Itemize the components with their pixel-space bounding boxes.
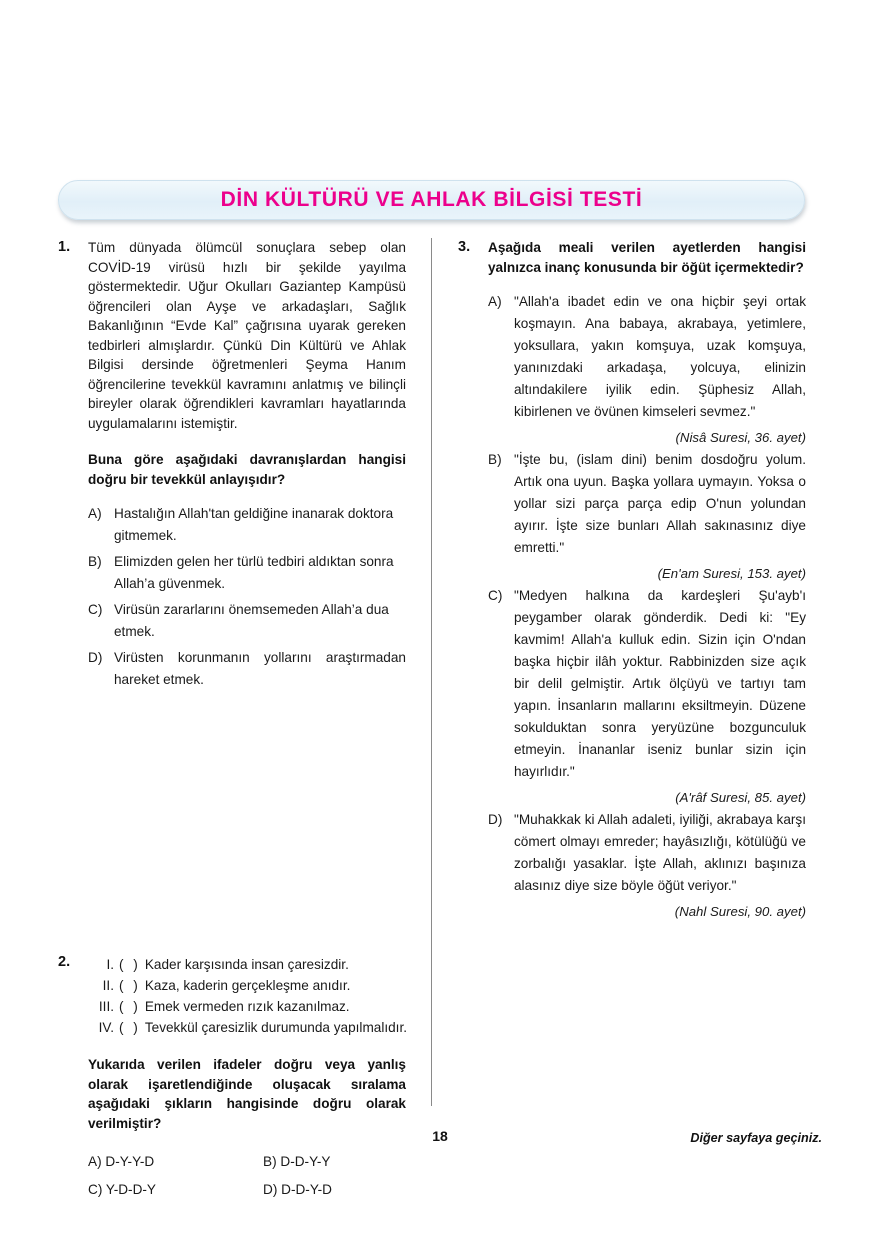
option-b[interactable]	[263, 1151, 438, 1173]
statement-list	[88, 954, 406, 1038]
option-letter: A)	[88, 506, 102, 521]
option-text: Virüsün zararlarını önemsemeden Allah’a dua etmek.	[114, 602, 389, 639]
option-letter: B)	[88, 554, 102, 569]
statement-text: Kaza, kaderin gerçekleşme anıdır.	[144, 978, 351, 993]
option-text: "Muhakkak ki Allah adaleti, iyiliği, akrabaya karşı cömert olmayı emreder; hayâsızlığı, kötülüğü ve zorbalığı yasaklar. İşte Allah, aklınızı başınıza alasınız diye size böyle öğüt veriyor."	[514, 812, 806, 893]
option-c[interactable]	[488, 585, 806, 783]
statement-text: Kader karşısında insan çaresizdir.	[144, 957, 349, 972]
right-column	[458, 238, 806, 923]
option-citation: (Nisâ Suresi, 36. ayet)	[675, 430, 806, 445]
test-title: DİN KÜLTÜRÜ VE AHLAK BİLGİSİ TESTİ	[220, 188, 643, 211]
left-column	[58, 238, 406, 1201]
question-number: 3.	[458, 239, 471, 255]
option-citation: (Nahl Suresi, 90. ayet)	[674, 904, 806, 919]
question-1	[58, 238, 406, 695]
option-a[interactable]	[88, 1151, 263, 1173]
answer-options	[88, 503, 406, 691]
option-text: Elimizden gelen her türlü tedbiri aldıktan sonra Allah’a güvenmek.	[114, 554, 394, 591]
option-letter: D)	[263, 1182, 278, 1197]
statement-numeral: IV.	[98, 1020, 114, 1035]
question-prompt: Aşağıda meali verilen ayetlerden hangisi yalnızca inanç konusunda bir öğüt içermektedir?	[488, 240, 806, 275]
option-d[interactable]	[263, 1179, 438, 1201]
option-text: D-D-Y-Y	[280, 1154, 331, 1169]
answer-options	[88, 1151, 406, 1201]
option-b[interactable]	[88, 551, 406, 595]
statement-item	[88, 954, 406, 975]
option-a[interactable]	[488, 291, 806, 423]
statement-numeral: II.	[102, 978, 114, 993]
option-b[interactable]	[488, 449, 806, 559]
option-text: "Allah'a ibadet edin ve ona hiçbir şeyi ortak koşmayın. Ana babaya, akrabaya, yetimlere, yoksullara, yakın komşuya, uzak komşuya, yanınızdaki arkadaşa, yolcuya, elinizin altındakilere iyilik edin. Şüphesiz Allah, kibirlenen ve övünen kimseleri sevmez."	[514, 294, 806, 419]
option-text: D-D-Y-D	[281, 1182, 332, 1197]
statement-text: Emek vermeden rızık kazanılmaz.	[144, 999, 350, 1014]
option-text: "İşte bu, (islam dini) benim dosdoğru yolum. Artık ona uyun. Başka yollara uymayın. Yoksa o yollar sizi parça parça edip O'nun yolundan ayırır. İşte size bunları Allah sakınasınız diye emretti."	[514, 452, 806, 555]
question-number: 2.	[58, 954, 71, 970]
option-letter: A)	[88, 1154, 102, 1169]
option-citation: (A'râf Suresi, 85. ayet)	[675, 790, 806, 805]
column-divider	[431, 238, 432, 1106]
statement-blank[interactable]: ( )	[119, 999, 141, 1014]
test-title-banner	[58, 180, 805, 220]
statement-item	[88, 1017, 406, 1038]
statement-numeral: III.	[98, 999, 114, 1014]
question-3	[458, 238, 806, 923]
question-body	[88, 953, 406, 1201]
option-d[interactable]	[88, 647, 406, 691]
option-letter: A)	[488, 294, 502, 309]
option-text: D-Y-Y-D	[105, 1154, 155, 1169]
statement-text: Tevekkül çaresizlik durumunda yapılmalıdır.	[144, 1020, 408, 1035]
option-letter: C)	[88, 1182, 103, 1197]
option-c[interactable]	[88, 1179, 263, 1201]
option-citation: (En'am Suresi, 153. ayet)	[657, 566, 806, 581]
option-letter: C)	[488, 588, 503, 603]
option-text: Y-D-D-Y	[105, 1182, 156, 1197]
page-number: 18	[432, 1128, 448, 1144]
statement-item	[88, 996, 406, 1017]
option-text: Hastalığın Allah'tan geldiğine inanarak doktora gitmemek.	[114, 506, 394, 543]
question-body	[88, 238, 406, 695]
option-text: Virüsten korunmanın yollarını araştırmadan hareket etmek.	[114, 650, 406, 687]
question-prompt: Yukarıda verilen ifadeler doğru veya yanlış olarak işaretlendiğinde oluşacak sıralama aşağıdaki şıkların hangisinde doğru olarak verilmiştir?	[88, 1057, 406, 1131]
option-letter: B)	[263, 1154, 277, 1169]
option-letter: D)	[88, 650, 103, 665]
option-letter: D)	[488, 812, 503, 827]
statement-blank[interactable]: ( )	[119, 957, 141, 972]
statement-item	[88, 975, 406, 996]
option-c[interactable]	[88, 599, 406, 643]
statement-blank[interactable]: ( )	[119, 1020, 141, 1035]
continue-note: Diğer sayfaya geçiniz.	[690, 1131, 822, 1145]
option-a[interactable]	[88, 503, 406, 547]
statement-numeral: I.	[106, 957, 114, 972]
statement-blank[interactable]: ( )	[119, 978, 141, 993]
option-letter: C)	[88, 602, 103, 617]
question-prompt: Buna göre aşağıdaki davranışlardan hangisi doğru bir tevekkül anlayışıdır?	[88, 452, 406, 487]
question-stem: Tüm dünyada ölümcül sonuçlara sebep olan COVİD-19 virüsü hızlı bir şekilde yayılma göstermektedir. Uğur Okulları Gaziantep Kampüsü öğrencileri olan Ayşe ve arkadaşları, Sağlık Bakanlığının “Evde Kal” çağrısına uyarak gereken tedbirleri almışlardır. Çünkü Din Kültürü ve Ahlak Bilgisi dersinde öğretmenleri Şeyma Hanım öğrencilerine tevekkül kavramını anlatmış ve bilinçli bireyler olarak öğrendikleri kavramları hayatlarında uygulamalarını istemiştir.	[88, 240, 406, 431]
option-text: "Medyen halkına da kardeşleri Şu'ayb'ı peygamber olarak gönderdik. Dedi ki: "Ey kavmim! Allah'a kulluk edin. Sizin için O'ndan başka hiçbir ilâh yoktur. Rabbinizden size açık bir delil gelmiştir. Artık ölçüyü ve tartıyı tam yapın. İnsanların mallarını eksiltmeyin. Düzene sokulduktan sonra yeryüzüne bozgunculuk etmeyin. İnananlar iseniz bunlar sizin için hayırlıdır."	[514, 588, 806, 779]
question-body	[488, 238, 806, 923]
answer-options	[488, 291, 806, 923]
option-d[interactable]	[488, 809, 806, 897]
question-2	[58, 953, 406, 1201]
question-number: 1.	[58, 239, 71, 255]
option-letter: B)	[488, 452, 502, 467]
